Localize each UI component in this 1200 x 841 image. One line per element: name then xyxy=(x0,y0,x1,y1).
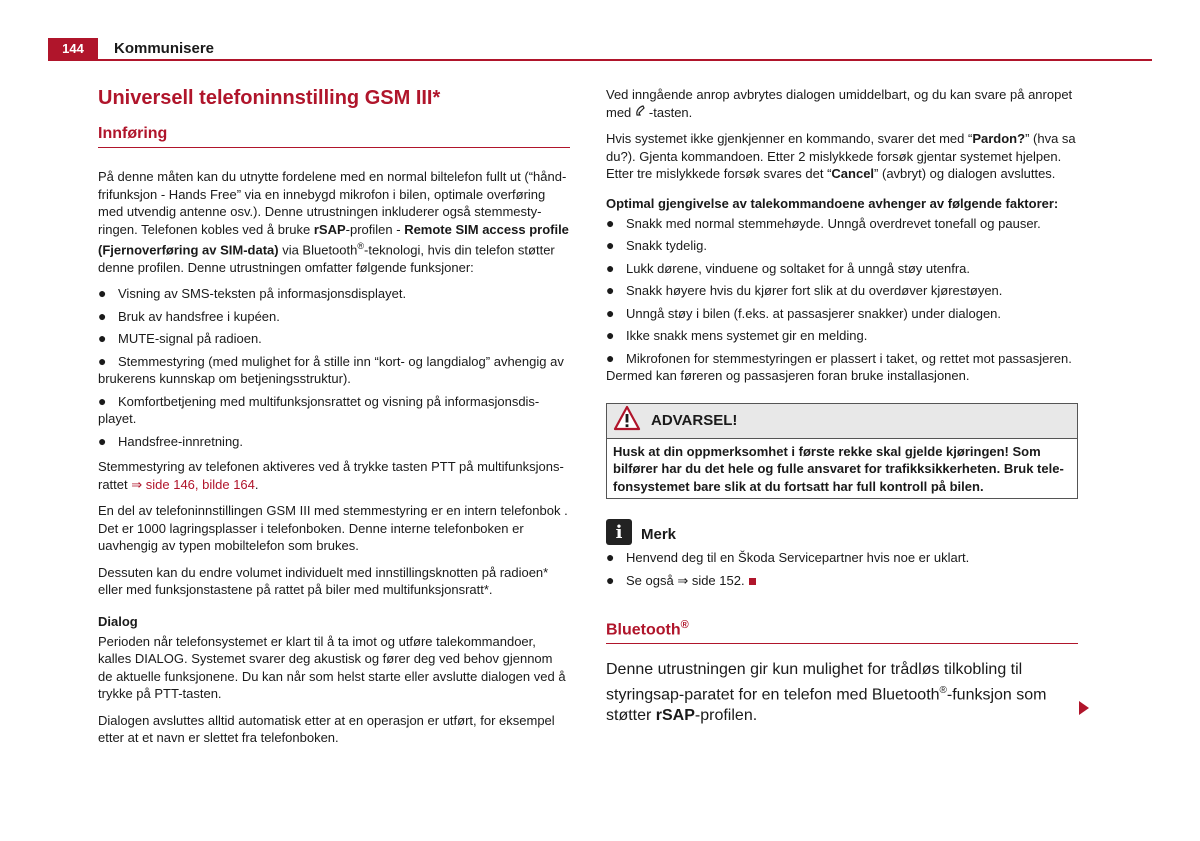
list-item xyxy=(606,215,1078,233)
list-item xyxy=(606,549,1078,567)
remote-sim-bold: Remote SIM access profile (Fjernoverføring av SIM-data) xyxy=(98,221,569,258)
list-item xyxy=(606,282,1078,300)
intro-text-c: -profilen - xyxy=(345,221,405,237)
phone-handset-icon xyxy=(635,105,649,120)
tip-text: Ikke snakk mens systemet gir en melding. xyxy=(626,328,868,343)
registered-mark: ® xyxy=(939,684,947,696)
note-text: Se også ⇒ side 152. xyxy=(626,572,745,588)
feature-text: Stemmestyring (med mulighet for å stille inn “kort- og langdialog” avhengig av brukerens kunnskap om betjeningsstruktur). xyxy=(98,353,564,387)
bluetooth-text-a: Denne utrustningen gir kun mulighet for trådløs tilkobling til styringsap-paratet for en telefon med Bluetooth xyxy=(606,661,1023,704)
cancel-bold: Cancel xyxy=(831,166,875,181)
list-item xyxy=(606,572,1078,590)
optimal-heading: Optimal gjengivelse av talekommandoene avhenger av følgende faktorer: xyxy=(606,195,1059,211)
bluetooth-heading-text: Bluetooth xyxy=(606,621,681,639)
volume-paragraph: Dessuten kan du endre volumet individuelt med innstillingsknotten på radioen* eller med funksjonstastene på rattet på biler med multifunksjonsratt*. xyxy=(98,564,549,598)
ptt-text: Stemmestyring av telefonen aktiveres ved å trykke tasten PTT på multifunksjons-rattet xyxy=(98,459,564,492)
bullet-icon: ● xyxy=(606,282,615,298)
registered-mark: ® xyxy=(680,619,689,631)
list-item xyxy=(98,308,570,326)
end-square-icon xyxy=(749,578,756,585)
unrecognized-text-b: ” (hva sa du?). Gjenta kommandoen. Etter 2 mislykkede forsøk gjentar systemet hjelpen. Etter tre mislykkede forsøk svares det “ xyxy=(606,131,1076,181)
unrecognized-paragraph xyxy=(606,130,1078,183)
bullet-icon: ● xyxy=(606,327,615,343)
section-title: Kommunisere xyxy=(114,40,215,57)
bullet-icon: ● xyxy=(606,259,615,276)
note-title: Merk xyxy=(641,525,677,543)
bullet-icon: ● xyxy=(606,571,615,588)
bullet-icon: ● xyxy=(98,330,107,347)
unrecognized-text-c: ” (avbryt) og dialogen avsluttes. xyxy=(874,166,1056,181)
warning-header xyxy=(607,404,1077,439)
list-item xyxy=(98,353,570,388)
bluetooth-paragraph xyxy=(606,660,1078,726)
note-list xyxy=(606,549,1078,589)
warning-title: ADVARSEL! xyxy=(651,412,738,429)
bullet-icon: ● xyxy=(606,237,615,253)
intro-heading: Innføring xyxy=(98,125,168,142)
heading-rule xyxy=(606,643,1078,644)
heading-rule xyxy=(98,147,570,148)
bluetooth-text-b: -funksjon som støtter xyxy=(606,686,1047,724)
incoming-call-paragraph xyxy=(606,86,1078,121)
page-reference-link[interactable]: ⇒ side 146, bilde 164 xyxy=(131,476,255,492)
continue-arrow-icon xyxy=(1078,700,1090,721)
ptt-end: . xyxy=(254,476,259,492)
list-item xyxy=(98,330,570,348)
bullet-icon: ● xyxy=(98,392,107,409)
unrecognized-text-a: Hvis systemet ikke gjenkjenner en kommando, svarer det med “ xyxy=(606,131,973,146)
tips-list xyxy=(606,215,1078,385)
feature-text: Bruk av handsfree i kupéen. xyxy=(118,308,280,324)
list-item xyxy=(98,433,570,451)
header-rule xyxy=(48,59,1152,61)
ptt-paragraph xyxy=(98,458,570,493)
feature-list xyxy=(98,285,570,450)
page-title: Universell telefoninnstilling GSM III* xyxy=(98,87,441,109)
bullet-icon: ● xyxy=(98,432,107,449)
warning-triangle-icon xyxy=(613,405,641,436)
note-text: Henvend deg til en Škoda Servicepartner hvis noe er uklart. xyxy=(626,550,970,565)
intro-text-e: -teknologi, hvis din telefon støtter denne profilen. Denne utrustningen omfatter følgende funksjoner: xyxy=(98,242,555,275)
intro-text-a: På denne måten kan du utnytte fordelene med en normal biltelefon fullt ut (“hånd-frifunksjon - Hands Free” via en innebygd mikrofon i bilen, optimale overføring med utvendig antenne osv.). Denne utrustningen inkluderer også stemmesty-ringen. Telefonen kobles ved å bruke xyxy=(98,169,567,237)
dialog-heading: Dialog xyxy=(98,613,138,629)
tip-text: Unngå støy i bilen (f.eks. at passasjerer snakker) under dialogen. xyxy=(626,305,1002,321)
list-item xyxy=(606,237,1078,255)
tip-text: Snakk tydelig. xyxy=(626,238,707,253)
list-item xyxy=(606,260,1078,278)
bullet-icon: ● xyxy=(606,549,615,565)
bullet-icon: ● xyxy=(606,349,615,366)
dialog-paragraph: Perioden når telefonsystemet er klart til å ta imot og utføre talekommandoer, kalles DIALOG. Systemet svarer deg akustisk og fører deg ved behov gjennom de aktuelle funksjonene. Du kan når som helst starte eller avslutte dialogen ved å trykke på PTT-tasten. xyxy=(98,633,566,702)
list-item xyxy=(98,285,570,303)
bullet-icon: ● xyxy=(98,307,107,324)
tip-text: Mikrofonen for stemmestyringen er plassert i taket, og rettet mot passasjeren. Dermed kan føreren og passasjeren foran bruke installasjonen. xyxy=(606,350,1072,383)
registered-mark: ® xyxy=(357,241,364,251)
tip-text: Snakk høyere hvis du kjører fort slik at du overdøver kjørestøyen. xyxy=(626,283,1003,298)
bullet-icon: ● xyxy=(98,352,107,369)
list-item xyxy=(98,393,570,428)
bullet-icon: ● xyxy=(98,285,107,302)
page-number: 144 xyxy=(48,38,98,60)
feature-text: Visning av SMS-teksten på informasjonsdisplayet. xyxy=(118,286,407,302)
feature-text: Handsfree-innretning. xyxy=(118,433,244,449)
tip-text: Snakk med normal stemmehøyde. Unngå overdrevet tonefall og pauser. xyxy=(626,215,1041,231)
feature-text: Komfortbetjening med multifunksjonsrattet og visning på informasjonsdis-playet. xyxy=(98,393,540,427)
dialog-end-paragraph: Dialogen avsluttes alltid automatisk etter at en operasjon er utført, for eksempel etter at et navn er slettet fra telefonboken. xyxy=(98,712,555,746)
bluetooth-heading xyxy=(606,615,1078,640)
rsap-bold: rSAP xyxy=(655,706,695,724)
list-item xyxy=(606,350,1078,385)
phonebook-paragraph: En del av telefoninnstillingen GSM III med stemmestyring er en intern telefonbok . Det er 1000 lagringsplasser i telefonboken. Denne interne telefonboken er uavhengig av typen mobiltelefon som brukes. xyxy=(98,503,568,554)
bullet-icon: ● xyxy=(606,304,615,321)
bullet-icon: ● xyxy=(606,214,615,231)
info-icon: i xyxy=(606,519,632,545)
warning-text: Husk at din oppmerksomhet i første rekke skal gjelde kjøringen! Som bilfører har du det hele og fulle ansvaret for trafikksikkerheten. Bruk tele-fonsystemet bare slik at du fortsatt har full kontroll på bilen. xyxy=(613,443,1064,494)
feature-text: MUTE-signal på radioen. xyxy=(118,331,262,347)
pardon-bold: Pardon? xyxy=(972,131,1026,146)
right-column xyxy=(606,86,1078,726)
intro-text-d: via Bluetooth xyxy=(278,242,358,258)
list-item xyxy=(606,305,1078,323)
bluetooth-text-c: -profilen. xyxy=(694,706,758,724)
incoming-text-end: -tasten. xyxy=(648,104,693,120)
left-column xyxy=(98,86,570,756)
intro-paragraph xyxy=(98,168,570,276)
list-item xyxy=(606,327,1078,345)
note-header xyxy=(606,519,1078,545)
warning-box xyxy=(606,403,1078,500)
rsap-bold: rSAP xyxy=(313,221,346,237)
incoming-text: Ved inngående anrop avbrytes dialogen umiddelbart, og du kan svare på anropet med xyxy=(606,87,1073,120)
tip-text: Lukk dørene, vinduene og soltaket for å unngå støy utenfra. xyxy=(626,260,970,276)
